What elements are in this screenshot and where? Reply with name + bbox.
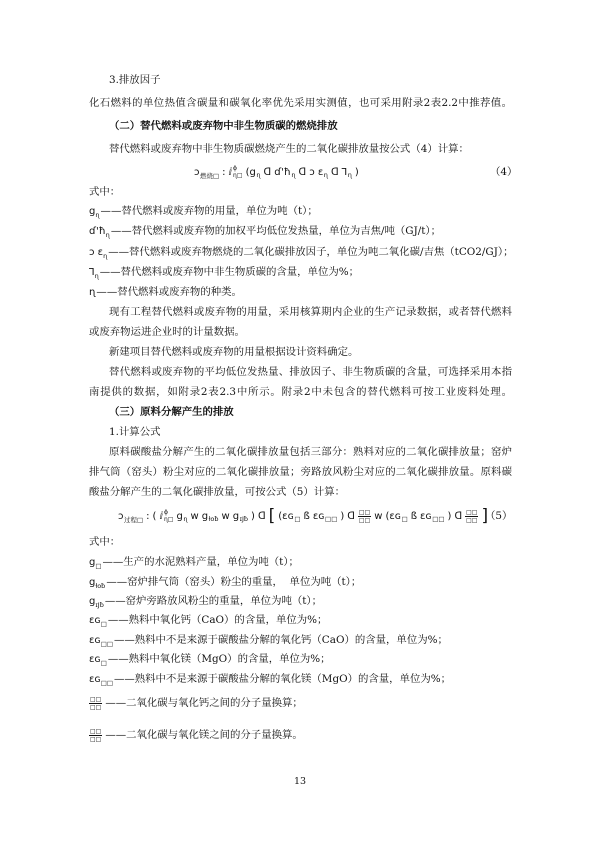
formula-subscript: ɳ [183, 515, 188, 523]
formula-subscript: □□ [325, 515, 338, 523]
definition-symbol: ɛɢ [89, 674, 101, 685]
formula-subscript: ɳ [291, 171, 296, 179]
formula-symbol: w [374, 510, 383, 522]
formula-symbol: ß [303, 510, 310, 522]
formula-term [347, 511, 355, 522]
formula-superscript: ɸ [233, 165, 238, 172]
definition-row [89, 286, 242, 299]
formula-symbol: g [232, 510, 240, 522]
definition-row [89, 653, 331, 666]
definition-symbol: g [89, 557, 96, 568]
definition-symbol-subscript: ɳ [95, 211, 100, 219]
formula-term [118, 511, 143, 522]
ratio-definition-row [89, 727, 303, 743]
formula-fraction [465, 509, 478, 524]
definition-text: ——熟料中不是来源于碳酸盐分解的氧化钙（CaO）的含量，单位为%； [114, 634, 448, 646]
ratio-fraction [89, 728, 102, 743]
formula-term [274, 167, 295, 178]
definition-symbol-subscript: ɪJƀ [95, 601, 104, 609]
where-label: 式中： [89, 536, 121, 548]
formula-subscript: ɳ [256, 171, 261, 179]
formula-symbol: ɛɢ [312, 510, 325, 522]
formula-term [246, 167, 261, 178]
formula-symbol: ] [481, 505, 489, 526]
formula-symbol: ꓷ [347, 510, 355, 522]
formula-symbol: : [222, 166, 226, 178]
definition-symbol: ɛɢ [89, 654, 101, 665]
definition-symbol: g [89, 596, 96, 607]
formula-symbol: ɗ'ħ [274, 166, 291, 178]
definition-row [89, 225, 441, 238]
ratio-fraction [89, 696, 102, 711]
formula-symbol: ꓷ [454, 510, 463, 522]
definition-symbol-subscript: łoƀ [95, 582, 106, 590]
formula-4 [194, 160, 362, 184]
formula-subscript: ɪJƀ [239, 515, 249, 523]
formula-symbol: ɔ [118, 510, 124, 522]
definition-symbol-subscript: □□ [100, 640, 113, 648]
formula-symbol: ꓷ [330, 166, 339, 178]
definition-symbol-subscript: ɳ [94, 272, 99, 280]
definition-text: ——熟料中氧化镁（MgO）的含量，单位为%； [107, 653, 331, 665]
formula-subscript: ɳ□ [233, 172, 243, 179]
formula-symbol: ⅈ [228, 166, 233, 178]
formula-symbol: w [221, 510, 230, 522]
definition-text: ——替代燃料或废弃物的加权平均低位发热量，单位为吉焦/吨（GJ/t）； [110, 225, 442, 237]
page-number: 13 [293, 776, 307, 787]
formula-symbol: ɔ ɛ [309, 166, 324, 178]
fraction-denominator: □□ [90, 703, 102, 711]
fraction-numerator: □□ [90, 727, 102, 735]
definition-symbol: ɗ'ħ [89, 226, 106, 237]
formula-fraction [358, 509, 371, 524]
formula-term [448, 511, 452, 522]
definition-text: ——替代燃料或废弃物的种类。 [96, 286, 242, 298]
formula-superscript: ɸ [163, 509, 168, 516]
formula-subscript: 燃烧□ [200, 171, 220, 180]
definition-symbol-subscript: ɳ [103, 252, 108, 260]
formula-term [194, 167, 219, 178]
paragraph-line: 酸盐分解产生的二氧化碳排放量，可按公式（5）计算： [89, 486, 345, 498]
section-2-heading: （二）替代燃料或废弃物中非生物质碳的燃烧排放 [109, 120, 338, 132]
formula-term [355, 167, 359, 178]
formula-term [159, 509, 173, 523]
definition-symbol: g [89, 206, 96, 217]
definition-symbol: ɛɢ [89, 615, 101, 626]
definition-row [89, 205, 318, 218]
formula-subscript: ɳ [347, 171, 352, 179]
formula-term [268, 505, 276, 526]
fraction-denominator: □□ [466, 516, 478, 524]
paragraph-line: 原料碳酸盐分解产生的二氧化碳排放量包括三部分：熟料对应的二氧化碳排放量；窑炉 [109, 446, 512, 458]
section-2-intro: 替代燃料或废弃物中非生物质碳燃烧产生的二氧化碳排放量按公式（4）计算： [109, 143, 469, 155]
fraction-denominator: □□ [358, 516, 371, 524]
formula-symbol: ꓷ [257, 510, 266, 522]
definition-text: ——替代燃料或废弃物燃烧的二氧化碳排放因子，单位为吨二氧化碳/吉焦（tCO2/GJ）； [108, 246, 514, 258]
definition-text: ——窑炉排气筒（窑头）粉尘的重量， 单位为吨（t）； [106, 576, 362, 588]
formula-symbol: ⅈ [159, 510, 163, 522]
formula-term [222, 511, 230, 522]
formula-symbol: ) [354, 166, 359, 178]
section-3-subheading: 1.计算公式 [109, 426, 161, 438]
definition-symbol: ɔ ɛ [89, 247, 104, 258]
formula-subscript: ɳ□ [163, 516, 174, 523]
definition-text: ——替代燃料或废弃物中非生物质碳的含量，单位为%； [99, 266, 360, 278]
section-3-heading: （三）原料分解产生的排放 [109, 406, 234, 418]
fraction-denominator: □□ [90, 735, 102, 743]
fraction-numerator: □□ [466, 508, 478, 516]
formula-subscript: 过程□ [124, 515, 144, 524]
formula-term [258, 511, 266, 522]
definition-text: ——熟料中氧化钙（CaO）的含量，单位为%； [107, 614, 328, 626]
definition-row [89, 673, 451, 686]
formula-symbol: : [146, 510, 150, 522]
definition-text: ——窑炉旁路放风粉尘的重量，单位为吨（t）； [104, 595, 323, 607]
formula-term [313, 511, 338, 522]
formula-term [146, 511, 149, 522]
formula-subscript: □ [294, 515, 301, 523]
definition-row [89, 556, 299, 569]
definition-row [89, 576, 361, 589]
formula-symbol: ß [410, 510, 418, 522]
definition-symbol-subscript: □□ [100, 679, 113, 687]
definition-symbol: Ꞁ [89, 267, 95, 278]
ratio-definition-row [89, 695, 303, 711]
formula-term [299, 167, 307, 178]
formula-term [420, 511, 445, 522]
formula-symbol: g [176, 510, 183, 522]
paragraph-line: 南提供的数据，如附录2表2.3中所示。附录2中未包含的替代燃料可按工业废料处理。 [89, 386, 512, 398]
where-label: 式中： [89, 186, 121, 198]
definition-text: ——替代燃料或废弃物的用量，单位为吨（t）； [100, 205, 318, 217]
formula-term [251, 511, 255, 522]
formula-symbol: (ɛɢ [385, 510, 402, 522]
formula-symbol: ɔ [194, 166, 200, 178]
formula-term [176, 511, 187, 522]
formula-5 [118, 504, 491, 528]
fraction-numerator: □□ [90, 695, 102, 703]
definition-row [89, 266, 359, 279]
formula-symbol: ) [447, 510, 452, 522]
definition-text: ——二氧化碳与氧化钙之间的分子量换算； [105, 697, 303, 709]
definition-text: ——二氧化碳与氧化镁之间的分子量换算。 [105, 729, 303, 741]
formula-term [233, 511, 248, 522]
formula-5-number: （5） [485, 510, 513, 522]
definition-text: ——生产的水泥熟料产量，单位为吨（t）； [102, 556, 299, 568]
emission-factor-heading: 3.排放因子 [109, 74, 161, 86]
definition-row [89, 246, 513, 259]
formula-symbol: g [201, 510, 209, 522]
paragraph-line: 替代燃料或废弃物的平均低位发热量、排放因子、非生物质碳的含量，可选择采用本指 [109, 366, 512, 378]
formula-symbol: ꓷ [263, 166, 272, 178]
formula-symbol: ) [251, 510, 255, 522]
definition-symbol: ɳ [89, 287, 96, 298]
definition-row [89, 595, 322, 608]
formula-term [191, 511, 199, 522]
definition-symbol: g [89, 577, 96, 588]
definition-symbol-subscript: □ [95, 562, 102, 570]
formula-symbol: (g [245, 166, 256, 178]
formula-symbol: ) [340, 510, 345, 522]
formula-symbol: ɛɢ [420, 510, 432, 522]
formula-term [304, 511, 310, 522]
formula-term [411, 511, 417, 522]
definition-text: ——熟料中不是来源于碳酸盐分解的氧化镁（MgO）的含量，单位为%； [114, 673, 452, 685]
formula-4-number: （4） [490, 166, 518, 178]
formula-subscript: □ [401, 515, 408, 523]
formula-term [374, 511, 382, 522]
formula-subscript: □□ [432, 515, 445, 523]
formula-limits [164, 509, 174, 523]
emission-factor-text: 化石燃料的单位热值含碳量和碳氧化率优先采用实测值，也可采用附录2表2.2中推荐值。 [89, 97, 512, 109]
definition-symbol-subscript: ɳ [105, 231, 110, 239]
paragraph-line: 现有工程替代燃料或废弃物的用量，采用核算期内企业的生产记录数据，或者替代燃料 [109, 306, 512, 318]
definition-row [89, 634, 448, 647]
formula-term [278, 511, 300, 522]
formula-symbol: Ꞁ [341, 166, 348, 178]
formula-term [385, 511, 407, 522]
formula-subscript: łoƀ [208, 515, 219, 523]
paragraph-line: 排气筒（窑头）粉尘对应的二氧化碳排放量；旁路放风粉尘对应的二氧化碳排放量。原料碳 [89, 466, 512, 478]
definition-symbol-subscript: □ [100, 620, 107, 628]
formula-term [222, 167, 225, 178]
definition-symbol-subscript: □ [100, 659, 107, 667]
definition-row [89, 614, 327, 627]
formula-term [229, 165, 243, 179]
paragraph-line: 新建项目替代燃料或废弃物的用量根据设计资料确定。 [109, 346, 359, 358]
formula-symbol: w [190, 510, 199, 522]
formula-term [342, 167, 352, 178]
definition-symbol: ɛɢ [89, 635, 101, 646]
formula-symbol: ꓷ [298, 166, 307, 178]
formula-term [264, 167, 272, 178]
formula-term [202, 511, 219, 522]
fraction-numerator: □□ [358, 508, 371, 516]
formula-symbol: (ɛɢ [278, 510, 294, 522]
formula-symbol: ( [152, 510, 157, 522]
formula-limits [233, 165, 243, 179]
paragraph-line: 或废弃物运进企业时的计量数据。 [89, 326, 245, 338]
formula-subscript: ɳ [323, 171, 328, 179]
formula-term [331, 167, 339, 178]
formula-term [153, 511, 157, 522]
formula-symbol: [ [268, 505, 276, 526]
formula-term [454, 511, 462, 522]
formula-term [309, 167, 328, 178]
formula-term [340, 511, 344, 522]
